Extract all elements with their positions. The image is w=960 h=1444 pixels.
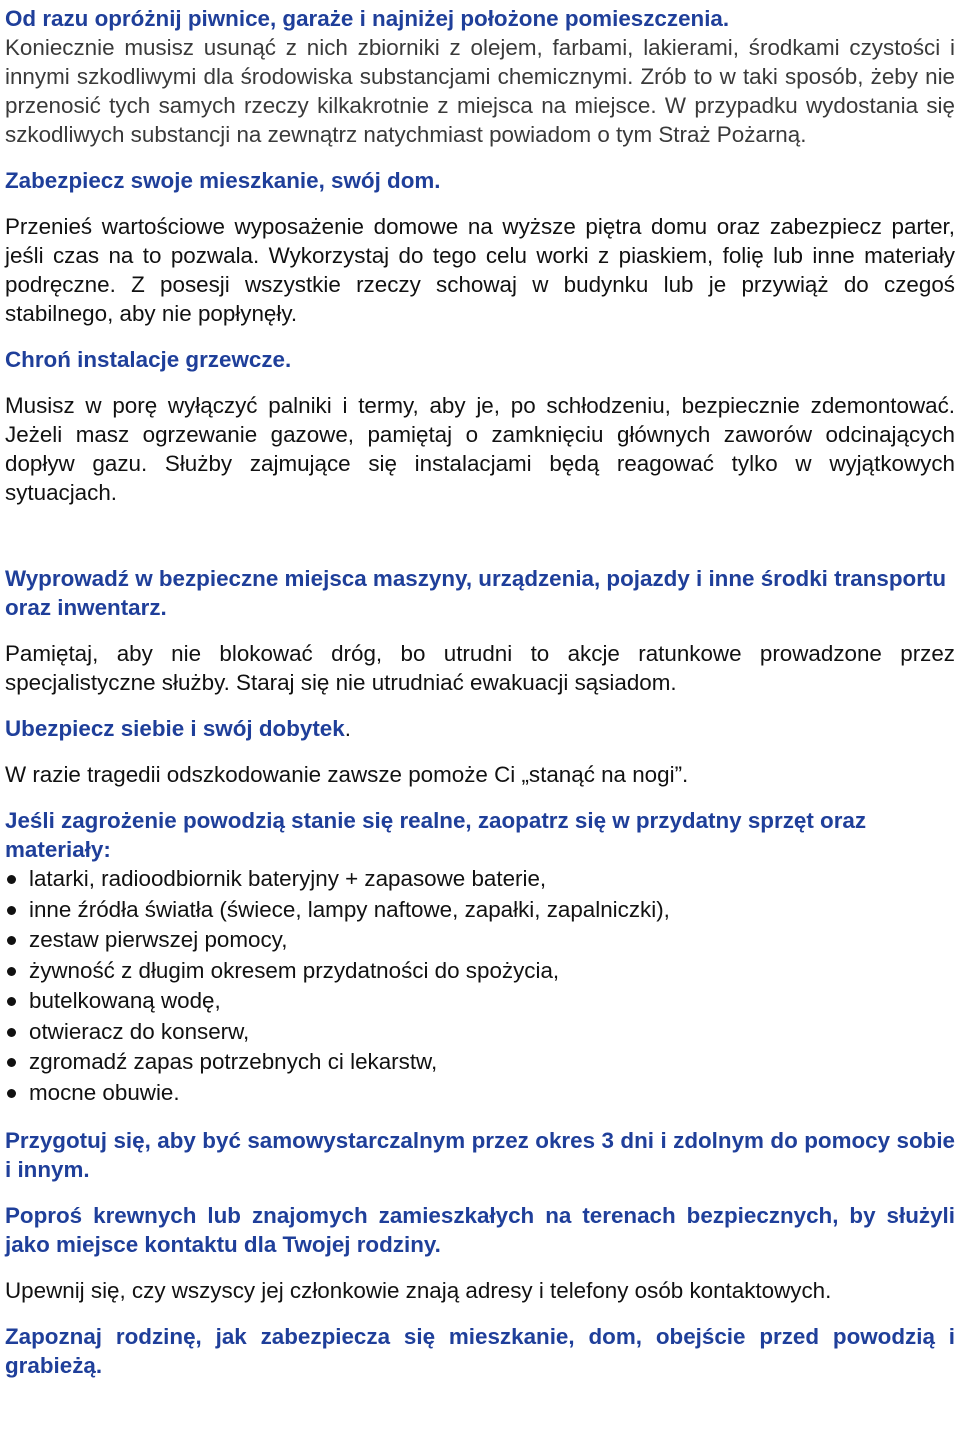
heading-machines: Wyprowadź w bezpieczne miejsca maszyny, urządzenia, pojazdy i inne środki transportu oraz inwentarz. bbox=[5, 566, 947, 620]
paragraph-machines: Pamiętaj, aby nie blokować dróg, bo utrudni to akcje ratunkowe prowadzone przez specjalistyczne służby. Staraj się nie utrudniać ewakuacji sąsiadom. bbox=[5, 641, 955, 695]
list-item bbox=[5, 925, 955, 956]
paragraph-secure-home bbox=[5, 212, 955, 328]
paragraph-insurance: W razie tragedii odszkodowanie zawsze pomoże Ci „stanąć na nogi”. bbox=[5, 762, 689, 787]
bullet-icon bbox=[7, 1028, 16, 1037]
list-item-text: otwieracz do konserw, bbox=[29, 1018, 250, 1044]
heading-supplies: Jeśli zagrożenie powodzią stanie się realne, zaopatrz się w przydatny sprzęt oraz materiały: bbox=[5, 808, 867, 862]
list-item-text: zgromadź zapas potrzebnych ci lekarstw, bbox=[29, 1049, 438, 1074]
insurance-title-suffix: . bbox=[344, 716, 351, 741]
list-item bbox=[5, 895, 955, 926]
heading-family: Zapoznaj rodzinę, jak zabezpiecza się mieszkanie, dom, obejście przed powodzią i grabieżą. bbox=[5, 1324, 955, 1378]
paragraph-relatives: Upewnij się, czy wszyscy jej członkowie znają adresy i telefony osób kontaktowych. bbox=[5, 1278, 832, 1303]
bullet-icon bbox=[7, 936, 16, 945]
list-item bbox=[5, 1047, 955, 1078]
insurance-title: Ubezpiecz siebie i swój dobytek bbox=[5, 716, 345, 741]
list-item-text: inne źródła światła (świece, lampy naftowe, zapałki, zapalniczki), bbox=[29, 896, 670, 922]
bullet-icon bbox=[7, 875, 16, 884]
list-item-text: mocne obuwie. bbox=[29, 1079, 180, 1105]
bullet-icon bbox=[7, 906, 16, 915]
list-item-text: butelkowaną wodę, bbox=[29, 988, 221, 1013]
list-item-text: latarki, radioodbiornik bateryjny + zapasowe baterie, bbox=[29, 866, 547, 891]
supplies-list bbox=[5, 864, 955, 1108]
list-item-text: żywność z długim okresem przydatności do spożycia, bbox=[29, 957, 560, 983]
secure-home-text-3: Z posesji wszystkie rzeczy schowaj w budynku lub je przywiąż do czegoś stabilnego, aby nie popłynęły. bbox=[5, 272, 955, 326]
bullet-icon bbox=[7, 1058, 16, 1067]
list-item bbox=[5, 986, 955, 1017]
bullet-icon bbox=[7, 997, 16, 1006]
bullet-icon bbox=[7, 1089, 16, 1098]
paragraph-heating: Musisz w porę wyłączyć palniki i termy, aby je, po schłodzeniu, bezpiecznie zdemontować. Jeżeli masz ogrzewanie gazowe, pamiętaj o zamknięciu głównych zaworów odcinających dopływ gazu. Służby zajmujące się instalacjami będą reagować tylko w wyjątkowych sytuacjach. bbox=[5, 393, 955, 505]
heading-insurance bbox=[5, 714, 955, 743]
list-item bbox=[5, 864, 955, 895]
heading-self-sufficient: Przygotuj się, aby być samowystarczalnym przez okres 3 dni i zdolnym do pomocy sobie i innym. bbox=[5, 1128, 955, 1182]
list-item bbox=[5, 1017, 955, 1048]
secure-home-text-1: Przenieś wartościowe wyposażenie domowe na wyższe piętra domu oraz zabezpiecz parter, jeśli czas na to pozwala. bbox=[5, 214, 955, 268]
heading-cellars: Od razu opróżnij piwnice, garaże i najniżej położone pomieszczenia. bbox=[5, 6, 730, 31]
heading-secure-home: Zabezpiecz swoje mieszkanie, swój dom. bbox=[5, 168, 441, 193]
heading-relatives: Poproś krewnych lub znajomych zamieszkałych na terenach bezpiecznych, by służyli jako miejsce kontaktu dla Twojej rodziny. bbox=[5, 1203, 955, 1257]
heading-heating: Chroń instalacje grzewcze. bbox=[5, 347, 292, 372]
list-item bbox=[5, 1078, 955, 1109]
list-item bbox=[5, 956, 955, 987]
bullet-icon bbox=[7, 967, 16, 976]
secure-home-text-2: Wykorzystaj do tego celu worki z piaskiem, folię lub inne materiały podręczne. bbox=[5, 243, 955, 297]
list-item-text: zestaw pierwszej pomocy, bbox=[29, 927, 288, 952]
paragraph-cellars: Koniecznie musisz usunąć z nich zbiorniki z olejem, farbami, lakierami, środkami czystości i innymi szkodliwymi dla środowiska substancjami chemicznymi. Zrób to w taki sposób, żeby nie przenosić tych samych rzeczy kilkakrotnie z miejsca na miejsce. W przypadku wydostania się szkodliwych substancji na zewnątrz natychmiast powiadom o tym Straż Pożarną. bbox=[5, 35, 955, 147]
